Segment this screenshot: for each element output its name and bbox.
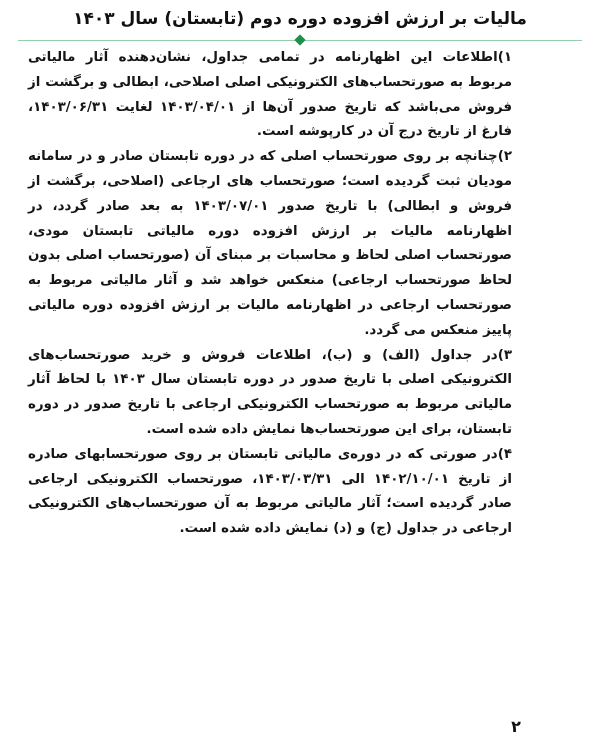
- item-text: در جداول (الف) و (ب)، اطلاعات فروش و خرید صورتحساب‌های الکترونیکی اصلی با تاریخ صدور در دوره تابستان سال ۱۴۰۳ با لحاظ آثار مالیاتی مربوط به صورتحساب الکترونیکی ارجاعی با تاریخ صدور در دوره تابستان، برای این صورتحساب‌ها نمایش داده شده است.: [28, 347, 512, 437]
- item-text: در صورتی که در دوره‌ی مالیاتی تابستان بر روی صورتحسابهای صادره از تاریخ ۱۴۰۲/۱۰/۰۱ الی ۱۴۰۳/۰۳/۳۱، صورتحساب الکترونیکی ارجاعی صادر گردیده است؛ آثار مالیاتی مربوط به آن صورتحساب‌های الکترونیکی ارجاعی در جداول (ج) و (د) نمایش داده شده است.: [28, 446, 512, 537]
- item-text: چنانچه بر روی صورتحساب اصلی که در دوره تابستان صادر و در سامانه مودیان ثبت گردیده است؛ صورتحساب های ارجاعی (اصلاحی، برگشت از فروش و ابطالی) با تاریخ صدور ۱۴۰۳/۰۷/۰۱ به بعد صادر گردد، در اظهارنامه مالیات بر ارزش افزوده دوره مالیاتی تابستان مودی، صورتحساب اصلی لحاظ و محاسبات بر مبنای آن (صورتحساب اصلی بدون لحاظ صورتحساب ارجاعی) منعکس خواهد شد و آثار مالیاتی مربوط به صورتحساب ارجاعی در اظهارنامه مالیات بر ارزش افزوده دوره مالیاتی پاییز منعکس می گردد.: [28, 149, 512, 338]
- page-title: مالیات بر ارزش افزوده دوره دوم (تابستان) سال ۱۴۰۳: [73, 9, 527, 29]
- list-item: [28, 344, 512, 443]
- item-number: ۲): [497, 149, 512, 165]
- item-number: ۴): [497, 446, 512, 462]
- list-item: [28, 145, 512, 343]
- list-item: [28, 443, 512, 542]
- header: [0, 0, 600, 38]
- list-item: [28, 46, 512, 145]
- item-text: اطلاعات این اظهارنامه در تمامی جداول، نشان‌دهنده آثار مالیاتی مربوط به صورتحساب‌های الکترونیکی اصلی اصلاحی، ابطالی و برگشت از فروش می‌باشد که تاریخ صدور آن‌ها از ۱۴۰۳/۰۴/۰۱ لغایت ۱۴۰۳/۰۶/۳۱، فارغ از تاریخ درج آن در کارپوشه است.: [28, 50, 512, 140]
- page-number: ۲: [511, 717, 521, 736]
- item-number: ۱): [497, 50, 512, 65]
- item-number: ۳): [497, 347, 512, 363]
- document-body: [28, 46, 512, 542]
